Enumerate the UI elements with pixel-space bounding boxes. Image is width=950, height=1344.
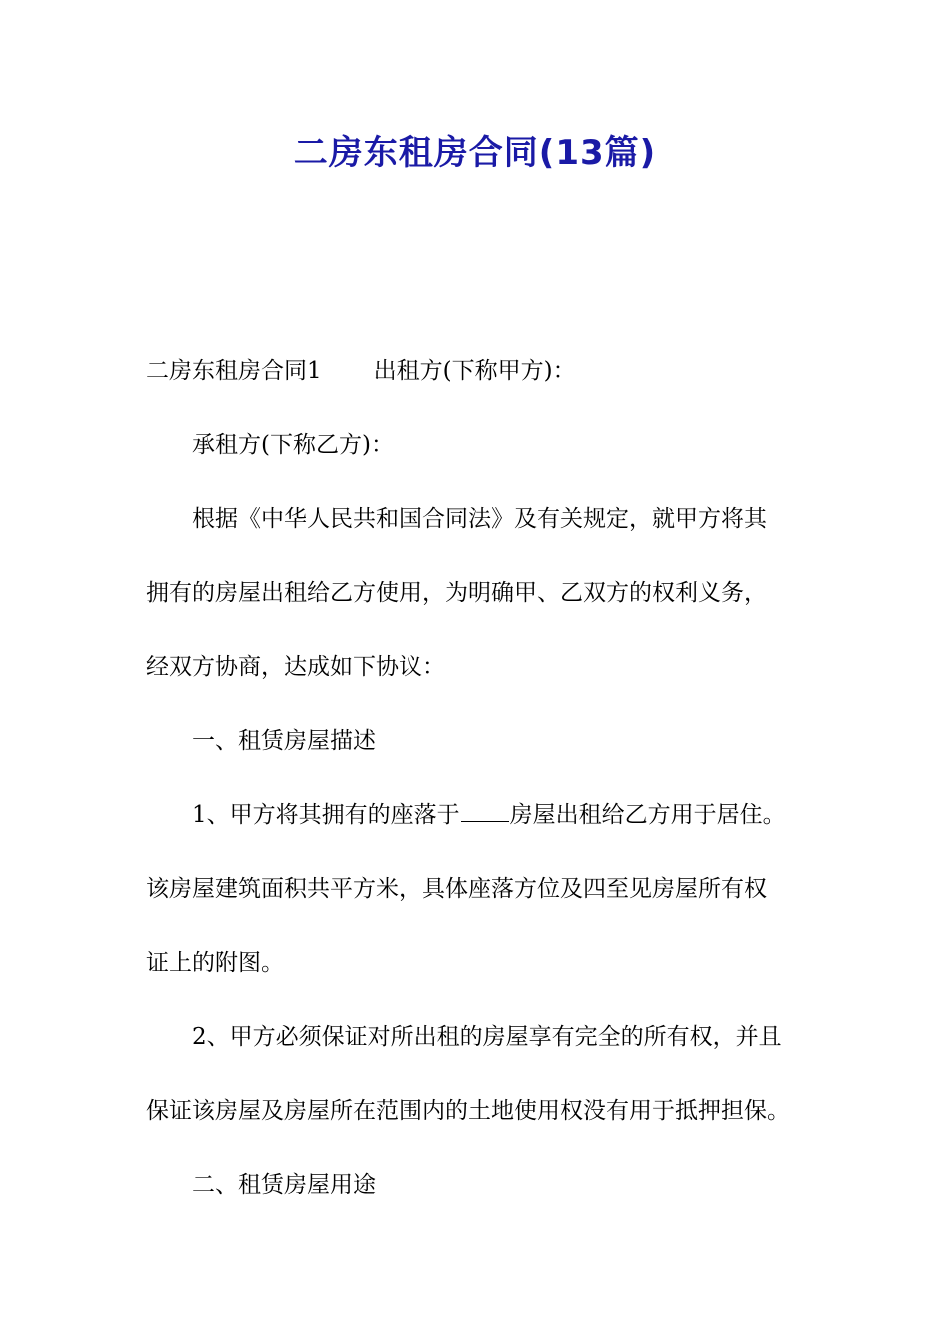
intro-line-2: 拥有的房屋出租给乙方使用，为明确甲、乙双方的权利义务， xyxy=(146,580,767,606)
clause1-line-1 xyxy=(146,778,810,852)
intro-line-3: 经双方协商，达成如下协议： xyxy=(146,654,445,680)
clause1-part1: 1、甲方将其拥有的座落于 xyxy=(192,802,460,828)
clause2-line-1: 2、甲方必须保证对所出租的房屋享有完全的所有权，并且 xyxy=(192,1024,782,1050)
clause1-line-3: 证上的附图。 xyxy=(146,950,284,976)
section1-title: 一、租赁房屋描述 xyxy=(192,728,376,754)
document-title: 二房东租房合同(13篇) xyxy=(293,133,657,173)
clause1-line-2: 该房屋建筑面积共平方米，具体座落方位及四至见房屋所有权 xyxy=(146,876,767,902)
intro-line-1: 根据《中华人民共和国合同法》及有关规定，就甲方将其 xyxy=(192,506,767,532)
clause1-part2: 房屋出租给乙方用于居住。 xyxy=(509,802,786,828)
lessee-label: 承租方(下称乙方)： xyxy=(192,432,394,458)
address-blank xyxy=(461,803,509,822)
section2-title: 二、租赁房屋用途 xyxy=(192,1172,376,1198)
lessor-label: 出租方(下称甲方)： xyxy=(373,358,576,384)
document-body xyxy=(146,334,810,1222)
contract-heading-line xyxy=(146,334,810,408)
contract-heading-label: 二房东租房合同1 xyxy=(146,358,322,384)
clause2-line-2: 保证该房屋及房屋所在范围内的土地使用权没有用于抵押担保。 xyxy=(146,1098,790,1124)
